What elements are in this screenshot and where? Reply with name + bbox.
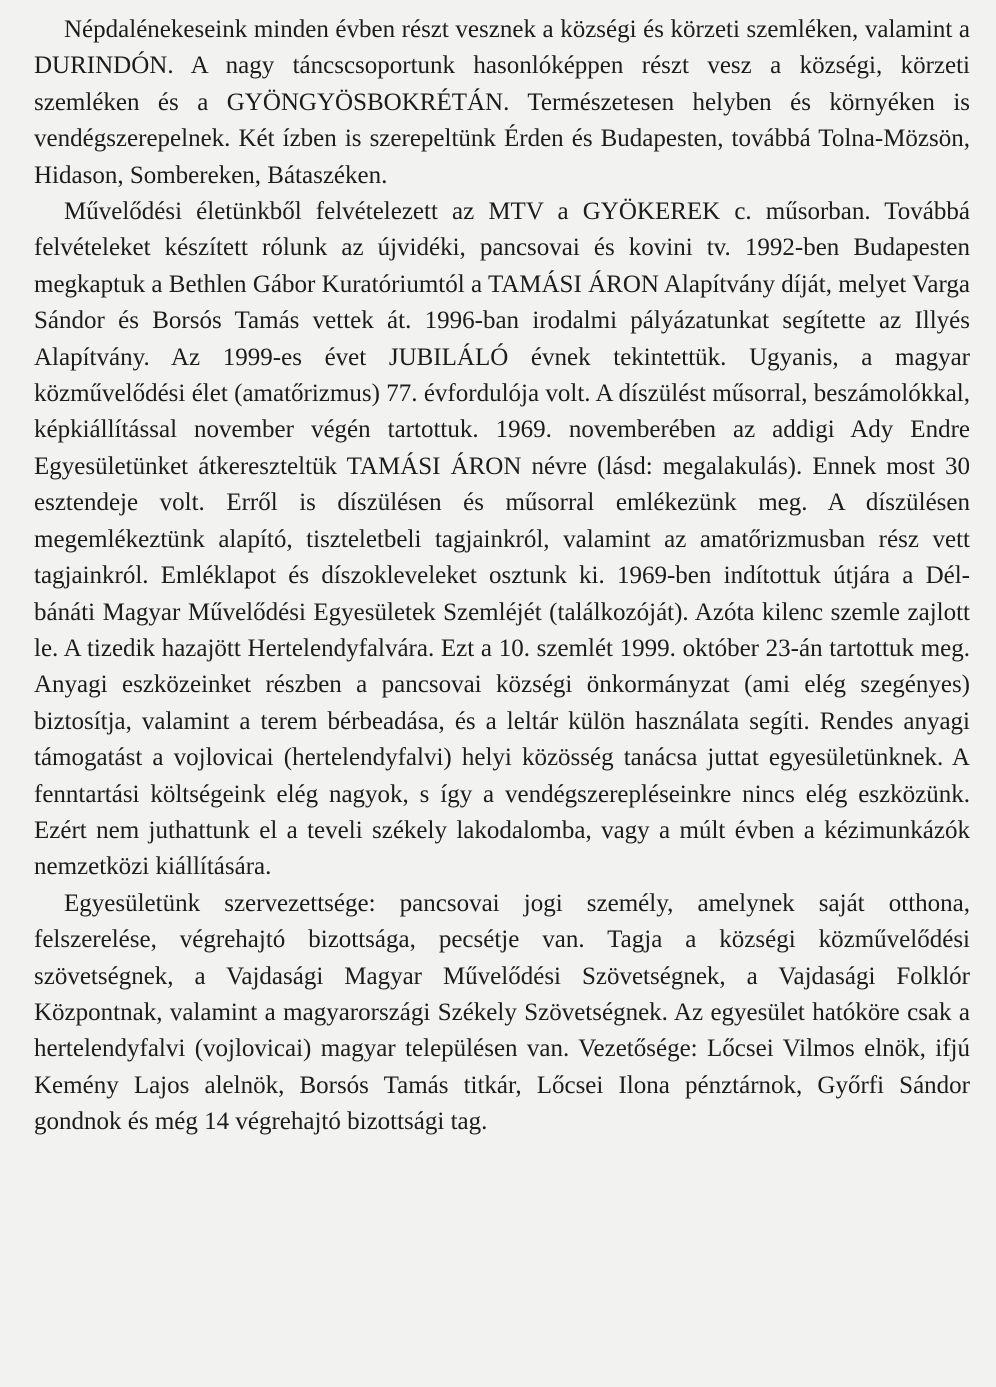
paragraph-cultural-life: Művelődési életünkből felvételezett az MTV a GYÖKEREK c. műsorban. Továbbá felvételeket készített rólunk az újvidéki, pancsovai és kovini tv. 1992-ben Budapesten megkaptuk a Bethlen Gábor Kuratóriumtól a TAMÁSI ÁRON Alapítvány díját, melyet Varga Sándor és Borsós Tamás vettek át. 1996-ban irodalmi pályázatunkat segítette az Illyés Alapítvány. Az 1999-es évet JUBILÁLÓ évnek tekintettük. Ugyanis, a magyar közművelődési élet (amatőrizmus) 77. évfordulója volt. A díszülést műsorral, beszámolókkal, képkiállítással november végén tartottuk. 1969. novemberében az addigi Ady Endre Egyesületünket átkereszteltük TAMÁSI ÁRON névre (lásd: megalakulás). Ennek most 30 esztendeje volt. Erről is díszülésen és műsorral emlékezünk meg. A díszülésen megemlékeztünk alapító, tiszteletbeli tagjainkról, valamint az amatőrizmusban rész vett tagjainkról. Emléklapot és díszokleveleket osztunk ki. 1969-ben indítottuk útjára a Dél-bánáti Magyar Művelődési Egyesületek Szemléjét (találkozóját). Azóta kilenc szemle zajlott le. A tizedik hazajött Hertelendyfalvára. Ezt a 10. szemlét 1999. október 23-án tartottuk meg. Anyagi eszközeinket részben a pancsovai községi önkormányzat (ami elég szegényes) biztosítja, valamint a terem bérbeadása, és a leltár külön használata segíti. Rendes anyagi támogatást a vojlovicai (hertelendyfalvi) helyi közösség tanácsa juttat egyesületünknek. A fenntartási költségeink elég nagyok, s így a vendégszerepléseinkre nincs elég eszközünk. Ezért nem juthattunk el a teveli székely lakodalomba, vagy a múlt évben a kézimunkázók nemzetközi kiállítására. (34, 198, 970, 881)
paragraph-performances: Népdalénekeseink minden évben részt vesznek a községi és körzeti szemléken, valamint a DURINDÓN. A nagy táncscsoportunk hasonlóképpen részt vesz a községi, körzeti szemléken és a GYÖNGYÖSBOKRÉTÁN. Természetesen helyben és környéken is vendégszerepelnek. Két ízben is szerepeltünk Érden és Budapesten, továbbá Tolna-Mözsön, Hidason, Sombereken, Bátaszéken. (34, 16, 970, 189)
paragraph-organization: Egyesületünk szervezettsége: pancsovai jogi személy, amelynek saját otthona, felszerelése, végrehajtó bizottsága, pecsétje van. Tagja a községi közművelődési szövetségnek, a Vajdasági Magyar Művelődési Szövetségnek, a Vajdasági Folklór Központnak, valamint a magyarországi Székely Szövetségnek. Az egyesület hatóköre csak a hertelendyfalvi (vojlovicai) magyar településen van. Vezetősége: Lőcsei Vilmos elnök, ifjú Kemény Lajos alelnök, Borsós Tamás titkár, Lőcsei Ilona pénztárnok, Győrfi Sándor gondnok és még 14 végrehajtó bizottsági tag. (34, 889, 970, 1136)
document-page (34, 12, 970, 1141)
